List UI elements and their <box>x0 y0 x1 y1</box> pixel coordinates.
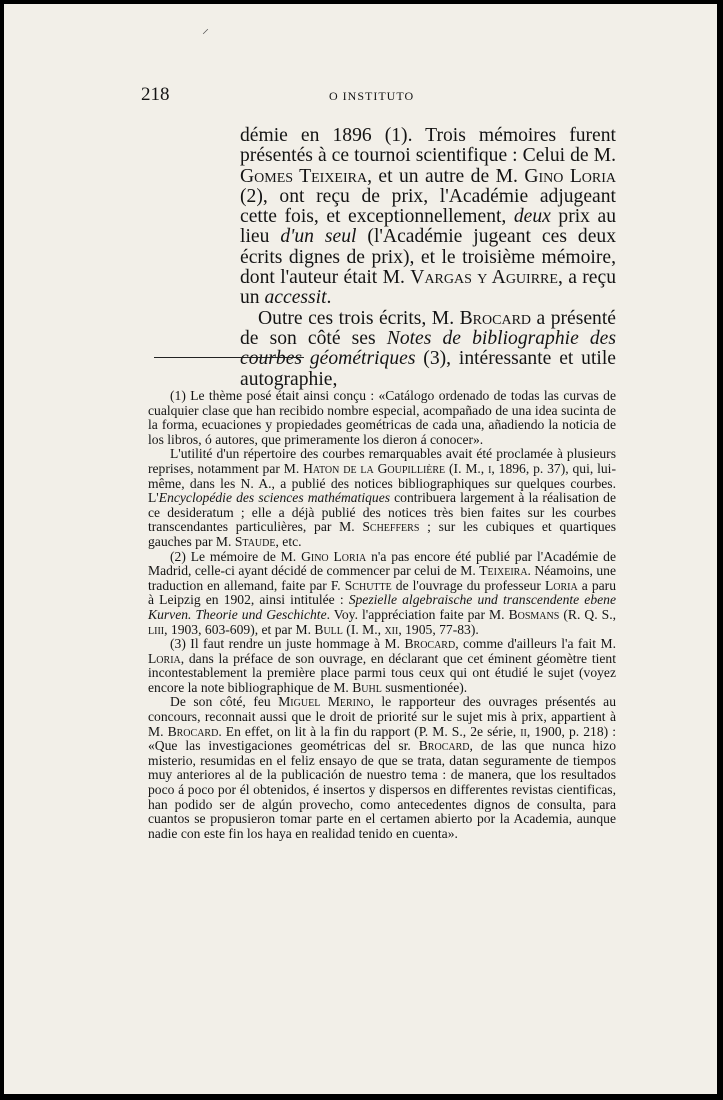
author-name: Brocard <box>167 723 219 739</box>
author-name: Loria <box>544 577 578 593</box>
footnote-rule <box>154 357 304 358</box>
book-title: Notes de bibliographie des courbes géométriques <box>240 327 616 370</box>
text-run: . Voy. l'appréciation faite par M. <box>326 606 509 622</box>
author-name: Staude <box>234 533 276 549</box>
footnote-1 <box>148 389 616 447</box>
footnotes <box>148 389 616 841</box>
text-run: L'utilité d'un répertoire des courbes remarquables avait été proclamée à plusieurs reprises, notamment par M. <box>148 446 616 476</box>
text-run: De son côté, feu <box>170 694 279 710</box>
book-title: Spezielle algebraische und transcendente ebene Kurven. Theorie und Geschichte <box>148 592 616 622</box>
footnote-1-continued <box>148 447 616 549</box>
text-run: . En effet, on lit à la fin du rapport (P. M. S., 2e série, <box>218 723 521 739</box>
author-name: Buhl <box>352 679 382 695</box>
text-run: , comme d'ailleurs l'a fait M. <box>455 636 616 652</box>
page-header <box>4 84 717 106</box>
text-run: a paru à Leipzig en 1902, ainsi intitulée : <box>148 577 616 608</box>
page-number: 218 <box>141 84 170 105</box>
text-run: (R. Q. S., <box>559 606 616 622</box>
author-name: Haton de la Goupillière <box>303 460 446 476</box>
author-name: Schutte <box>344 577 392 593</box>
footnote-3-continued <box>148 695 616 841</box>
text-run: , dans la préface de son ouvrage, en déclarant que cet éminent géomètre tient incontestablement la première place parmi tous ceux qui ont étudié le sujet (voyez encore la note bibliographique de M. <box>148 650 616 695</box>
paper-mark: ⸝ <box>202 22 209 37</box>
author-name: Scheffers <box>362 519 420 535</box>
text-run: (3) Il faut rendre un juste hommage à M. <box>170 636 405 652</box>
book-page <box>4 4 717 1094</box>
text-run: , de las que nunca hizo misterio, resumidas en el feliz ensayo de que se trata, datan seguramente de tiempos muy anteriores al de la publicación de nuestro tema : de manera, que los resultados poco á poco por él obtenidos, é insertos y dispersos en differentes revistas cientificas, han podido ser de algún provecho, como antecedentes dignos de consulta, para cuantos se propusieron tomar parte en el certamen abierto por la Academia, aunque nadie con este fin los haya en realidad tenido en cuenta». <box>148 738 616 841</box>
text-run: (l'Académie jugeant ces deux écrits dignes de prix), et le troisième mémoire, dont l'auteur était M. <box>240 226 616 289</box>
paragraph-1 <box>240 126 616 309</box>
author-name: Bosmans <box>508 606 560 622</box>
author-name: Teixeira <box>479 563 528 579</box>
text-run: , 1896, p. 37), qui, lui-même, dans les N. A., a publié des notices bibliographiques sur quelques courbes. L' <box>148 460 616 506</box>
text-run: , le rapporteur des ouvrages présentés au concours, reconnait aussi que le droit de priorité sur le sujet mis à prix, appartient à M. <box>148 694 617 739</box>
volume-number: xii <box>384 621 399 637</box>
author-name: Bull <box>314 621 343 637</box>
text-run: n'a pas encore été publié par l'Académie de Madrid, celle-ci ayant décidé de commencer par celui de M. <box>148 548 616 579</box>
author-name: Vargas y Aguirre <box>410 267 558 289</box>
text-run: (I. M., <box>342 621 385 637</box>
main-text <box>240 126 616 390</box>
author-name: Brocard <box>418 738 470 754</box>
text-run: démie en 1896 (1). Trois mémoires furent présentés à ce tournoi scientifique : Celui de M. <box>240 125 616 167</box>
author-name: Gino Loria <box>524 165 617 187</box>
book-title: Encyclopédie des sciences mathématiques <box>158 490 391 506</box>
text-run: , etc. <box>275 533 302 549</box>
author-name: Brocard <box>404 636 456 652</box>
volume-number: liii <box>148 621 165 637</box>
author-name: Miguel Merino <box>278 694 371 710</box>
volume-number: i <box>488 460 492 476</box>
text-run: a présenté de son côté ses <box>240 307 616 349</box>
text-run: , a reçu un <box>240 267 616 309</box>
text-run: (I. M., <box>445 460 489 476</box>
author-name: Gomes Teixeira <box>240 165 368 187</box>
running-title: O INSTITUTO <box>329 89 415 103</box>
text-run: Outre ces trois écrits, M. <box>258 307 460 329</box>
text-run: (3), intéressante et utile autographie, <box>240 348 617 390</box>
emphasis: deux <box>513 206 551 228</box>
text-run: , et un autre de M. <box>367 165 525 187</box>
author-name: Loria <box>148 650 181 666</box>
text-run: (2), ont reçu de prix, l'Académie adjugeant cette fois, et exceptionnellement, <box>240 185 616 228</box>
text-run: prix au lieu <box>240 206 616 248</box>
text-run: , 1905, 77-83). <box>398 621 479 637</box>
text-run: susmentionée). <box>381 679 468 695</box>
text-run: contribuera largement à la réalisation de ce desideratum ; elle a déjà publié des notices très bien faites sur les courbes transcendantes particulières, par M. <box>148 490 616 535</box>
footnote-2 <box>148 550 616 638</box>
paragraph-2 <box>240 309 616 390</box>
volume-number: ii <box>520 723 527 739</box>
footnote-3 <box>148 637 616 695</box>
emphasis: accessit <box>264 287 327 309</box>
text-run: , 1903, 603-609), et par M. <box>164 621 315 637</box>
emphasis: d'un seul <box>280 226 357 248</box>
text-run: (1) Le thème posé était ainsi conçu : «Catálogo ordenado de todas las curvas de cualquier clase que han recibido nombre especial, acompañado de una idea sucinta de la forma, ecuaciones y propiedades geométricas de cada una, añadiendo la noticia de los libros, ó autores, que primeramente los dieron á conocer». <box>148 388 616 447</box>
text-run: . <box>326 287 332 309</box>
text-run: de l'ouvrage du professeur <box>391 577 545 593</box>
text-run: . Néamoins, une traduction en allemand, faite par F. <box>148 563 617 593</box>
author-name: Brocard <box>459 307 532 329</box>
author-name: Gino Loria <box>301 548 367 564</box>
text-run: (2) Le mémoire de M. <box>170 548 302 564</box>
text-run: , 1900, p. 218) : «Que las investigaciones geométricas del sr. <box>148 723 617 754</box>
text-run: ; sur les cubiques et quartiques gauches par M. <box>148 519 617 549</box>
